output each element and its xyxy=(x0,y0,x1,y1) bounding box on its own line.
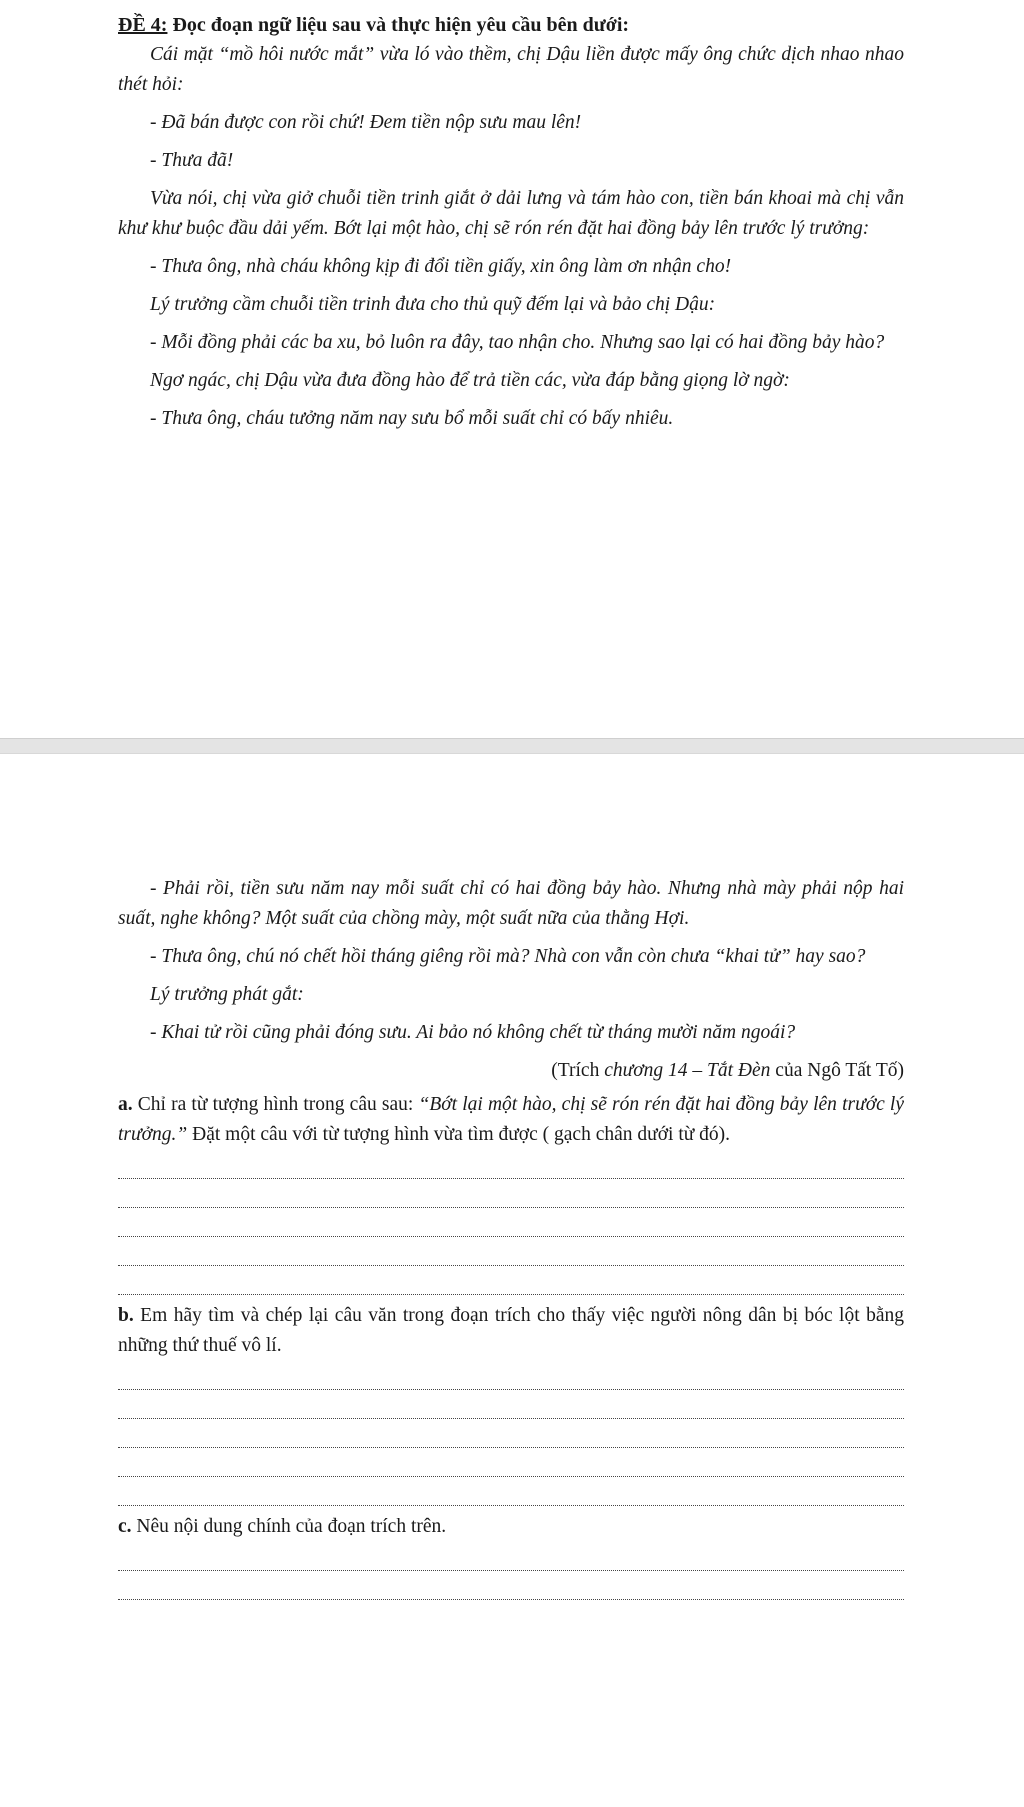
paragraph: - Thưa ông, nhà cháu không kịp đi đổi tiền giấy, xin ông làm ơn nhận cho! xyxy=(150,256,732,277)
question-b xyxy=(118,1301,904,1361)
answer-lines-c xyxy=(118,1542,904,1600)
answer-line[interactable] xyxy=(118,1419,904,1448)
question-a-text: Chỉ ra từ tượng hình trong câu sau: xyxy=(132,1094,419,1115)
page-separator xyxy=(0,738,1024,754)
answer-line[interactable] xyxy=(118,1266,904,1295)
paragraph: Lý trưởng cầm chuỗi tiền trinh đưa cho thủ quỹ đếm lại và bảo chị Dậu: xyxy=(150,294,716,315)
question-a-quote: “Bớt lại một hào, chị sẽ rón rén đặt hai đồng bảy lên trước lý trưởng.” xyxy=(118,1094,904,1145)
answer-line[interactable] xyxy=(118,1477,904,1506)
paragraph: - Khai tử rồi cũng phải đóng sưu. Ai bảo nó không chết từ tháng mười năm ngoái? xyxy=(150,1022,796,1043)
question-b-label: b. xyxy=(118,1305,134,1326)
heading-label: ĐỀ 4: xyxy=(118,14,168,36)
answer-line[interactable] xyxy=(118,1571,904,1600)
paragraph: - Đã bán được con rồi chứ! Đem tiền nộp sưu mau lên! xyxy=(150,112,582,133)
question-c-label: c. xyxy=(118,1516,132,1537)
passage-top xyxy=(118,10,904,434)
answer-line[interactable] xyxy=(118,1208,904,1237)
paragraph: - Thưa ông, chú nó chết hồi tháng giêng rồi mà? Nhà con vẫn còn chưa “khai tử” hay sao? xyxy=(150,946,866,967)
source-citation xyxy=(118,1056,904,1086)
question-c-text: Nêu nội dung chính của đoạn trích trên. xyxy=(131,1516,447,1537)
answer-lines-b xyxy=(118,1361,904,1506)
answer-line[interactable] xyxy=(118,1361,904,1390)
answer-line[interactable] xyxy=(118,1150,904,1179)
paragraph: - Thưa ông, cháu tưởng năm nay sưu bổ mỗi suất chỉ có bấy nhiêu. xyxy=(150,408,674,429)
paragraph: Lý trưởng phát gắt: xyxy=(150,984,304,1005)
answer-line[interactable] xyxy=(118,1390,904,1419)
question-a-task: Đặt một câu với từ tượng hình vừa tìm được ( gạch chân dưới từ đó). xyxy=(187,1124,731,1145)
paragraph: - Thưa đã! xyxy=(150,150,234,171)
question-c xyxy=(118,1512,904,1542)
exam-heading xyxy=(118,10,904,40)
paragraph: - Mỗi đồng phải các ba xu, bỏ luôn ra đây, tao nhận cho. Nhưng sao lại có hai đồng bảy hào? xyxy=(150,332,885,353)
source-author: của Ngô Tất Tố) xyxy=(770,1060,904,1081)
question-a xyxy=(118,1090,904,1150)
page-2 xyxy=(0,754,1024,1807)
answer-line[interactable] xyxy=(118,1237,904,1266)
paragraph: - Phải rồi, tiền sưu năm nay mỗi suất chỉ có hai đồng bảy hào. Nhưng nhà mày phải nộp hai suất, nghe không? Một suất của chồng mày, một suất nữa của thằng Hợi. xyxy=(118,878,904,929)
passage-bottom xyxy=(118,874,904,1600)
answer-lines-a xyxy=(118,1150,904,1295)
answer-line[interactable] xyxy=(118,1179,904,1208)
source-prefix: (Trích xyxy=(551,1060,605,1081)
question-b-text: Em hãy tìm và chép lại câu văn trong đoạn trích cho thấy việc người nông dân bị bóc lột bằng những thứ thuế vô lí. xyxy=(118,1305,904,1356)
answer-line[interactable] xyxy=(118,1448,904,1477)
answer-line[interactable] xyxy=(118,1542,904,1571)
paragraph: Cái mặt “mồ hôi nước mắt” vừa ló vào thềm, chị Dậu liền được mấy ông chức dịch nhao nhao thét hỏi: xyxy=(118,44,904,95)
heading-text: Đọc đoạn ngữ liệu sau và thực hiện yêu cầu bên dưới: xyxy=(167,14,630,36)
paragraph: Ngơ ngác, chị Dậu vừa đưa đồng hào để trả tiền các, vừa đáp bằng giọng lờ ngờ: xyxy=(150,370,790,391)
paragraph: Vừa nói, chị vừa giở chuỗi tiền trinh giắt ở dải lưng và tám hào con, tiền bán khoai mà chị vẫn khư khư buộc đầu dải yếm. Bớt lại một hào, chị sẽ rón rén đặt hai đồng bảy lên trước lý trưởng: xyxy=(118,188,904,239)
question-a-label: a. xyxy=(118,1094,133,1115)
page-1 xyxy=(0,0,1024,738)
source-work: chương 14 – Tắt Đèn xyxy=(604,1060,771,1081)
